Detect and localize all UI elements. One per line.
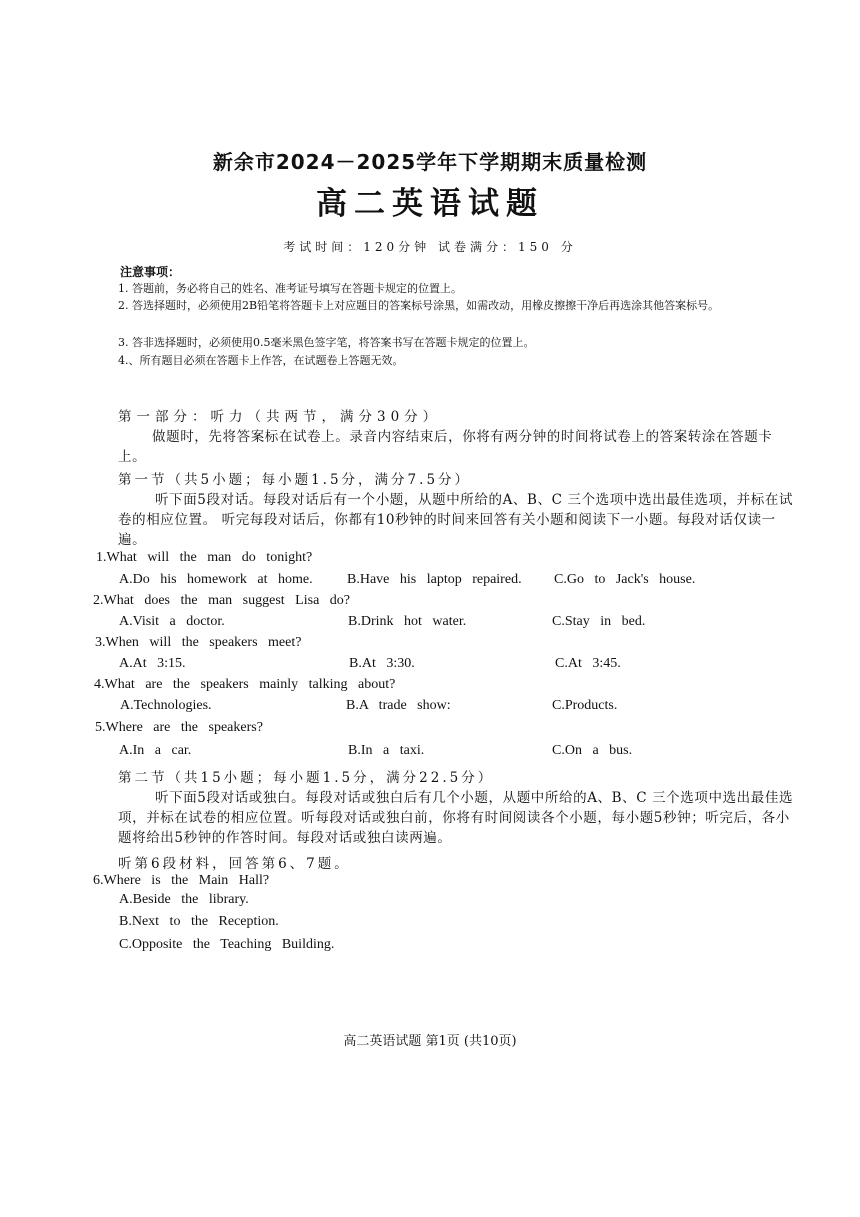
question-4-option-c: C.Products.	[552, 698, 618, 713]
note-item: 3. 答非选择题时，必须使用0.5毫米黑色签字笔，将答案书写在答题卡规定的位置上。	[118, 336, 535, 349]
question-6-option-c: C.Opposite the Teaching Building.	[119, 937, 335, 952]
question-4-option-b: B.A trade show:	[346, 698, 451, 713]
note-item: 2. 答选择题时，必须使用2B铅笔将答题卡上对应题目的答案标号涂黑，如需改动，用橡皮擦擦干净后再选涂其他答案标号。	[118, 299, 720, 312]
question-6-option-b: B.Next to the Reception.	[119, 914, 279, 929]
question-1-option-a: A.Do his homework at home.	[119, 572, 313, 587]
question-5-option-b: B.In a taxi.	[348, 743, 425, 758]
question-5: 5.Where are the speakers?	[95, 720, 263, 735]
question-2-option-a: A.Visit a doctor.	[119, 614, 225, 629]
question-2: 2.What does the man suggest Lisa do?	[93, 593, 351, 608]
page-footer: 高二英语试题 第1页 (共10页)	[343, 1034, 517, 1049]
question-3-option-c: C.At 3:45.	[555, 656, 621, 671]
section1-heading: 第一节（共5小题；每小题1.5分，满分7.5分）	[118, 472, 472, 488]
question-1: 1.What will the man do tonight?	[96, 550, 313, 565]
section2-material: 听第6段材料，回答第6、7题。	[118, 856, 351, 872]
question-6: 6.Where is the Main Hall?	[93, 873, 270, 888]
question-3-option-b: B.At 3:30.	[349, 656, 415, 671]
exam-info: 考试时间：120分钟 试卷满分：150 分	[283, 240, 577, 254]
question-5-option-a: A.In a car.	[119, 743, 192, 758]
question-4-option-a: A.Technologies.	[120, 698, 212, 713]
question-3-option-a: A.At 3:15.	[119, 656, 186, 671]
section1-instructions: 听下面5段对话。每段对话后有一个小题，从题中所给的A、B、C 三个选项中选出最佳选项，并标在试卷的相应位置。 听完每段对话后，你都有10秒钟的时间来回答有关小题和阅读下一小题。每段对话仅读一遍。	[118, 492, 794, 548]
exam-subtitle: 新余市2024－2025学年下学期期末质量检测	[212, 150, 648, 174]
exam-title: 高二英语试题	[316, 186, 544, 222]
notes-heading: 注意事项：	[120, 265, 181, 279]
part1-heading: 第一部分：听力（共两节，满分30分）	[118, 409, 442, 425]
note-item: 4.、所有题目必须在答题卡上作答，在试题卷上答题无效。	[118, 354, 404, 367]
section2-instructions: 听下面5段对话或独白。每段对话或独白后有几个小题，从题中所给的A、B、C 三个选项中选出最佳选项，并标在试卷的相应位置。听每段对话或独白前，你将有时间阅读各个小题，每小题5秒钟；听完后，各小题将给出5秒钟的作答时间。每段对话或独白读两遍。	[118, 790, 794, 846]
question-5-option-c: C.On a bus.	[552, 743, 633, 758]
question-2-option-b: B.Drink hot water.	[348, 614, 467, 629]
question-1-option-c: C.Go to Jack's house.	[554, 572, 696, 587]
question-3: 3.When will the speakers meet?	[95, 635, 302, 650]
question-4: 4.What are the speakers mainly talking about?	[94, 677, 396, 692]
part1-intro: 做题时，先将答案标在试卷上。录音内容结束后，你将有两分钟的时间将试卷上的答案转涂在答题卡上。	[118, 429, 773, 465]
question-2-option-c: C.Stay in bed.	[552, 614, 646, 629]
question-6-option-a: A.Beside the library.	[119, 892, 249, 907]
section2-heading: 第二节（共15小题；每小题1.5分，满分22.5分）	[118, 770, 495, 786]
question-1-option-b: B.Have his laptop repaired.	[347, 572, 522, 587]
note-item: 1. 答题前，务必将自己的姓名、准考证号填写在答题卡规定的位置上。	[118, 282, 462, 295]
